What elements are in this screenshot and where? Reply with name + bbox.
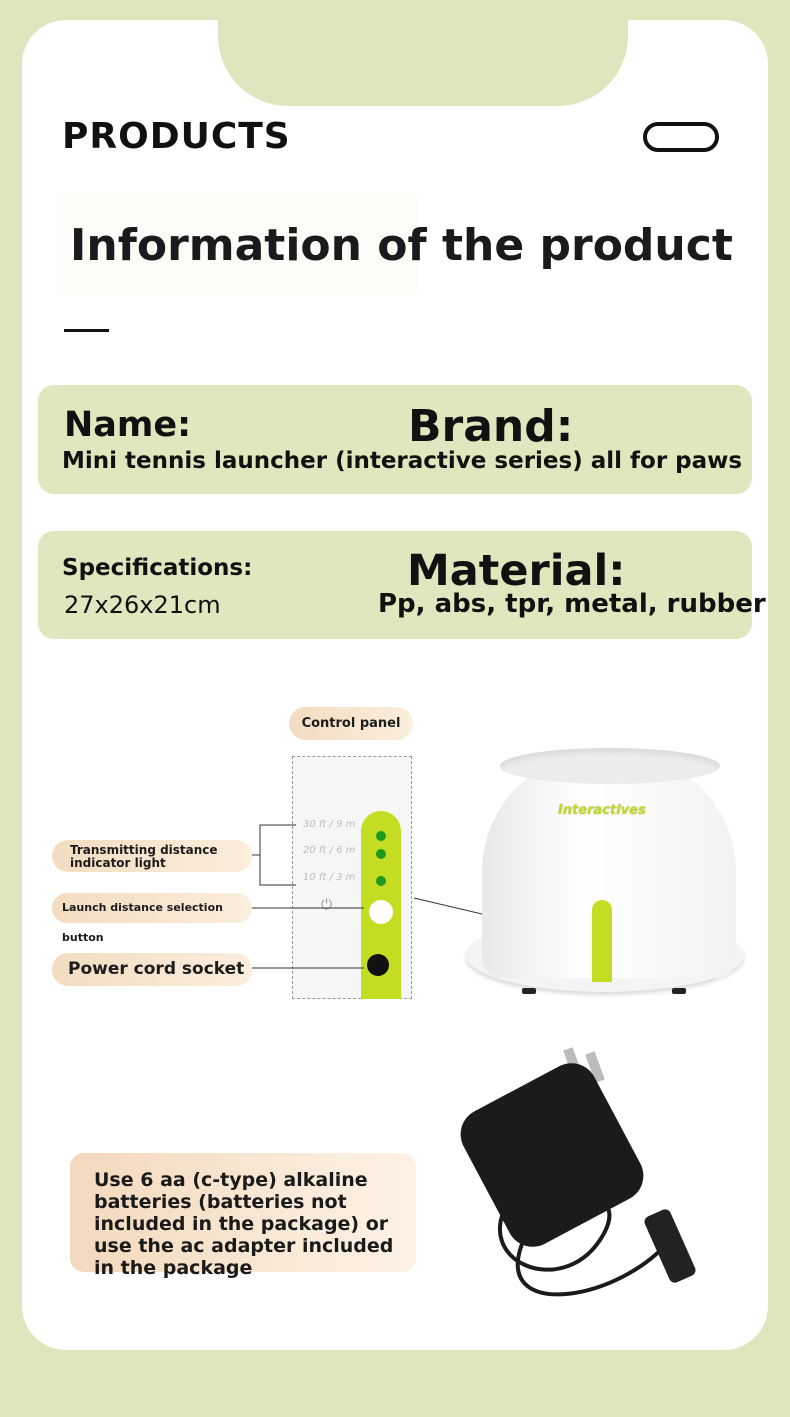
- control-panel-tag: Control panel: [289, 707, 413, 740]
- brand-label: Brand:: [408, 401, 574, 452]
- spec-label: Specifications:: [62, 555, 253, 581]
- battery-note: Use 6 aa (c-type) alkaline batteries (batteries not included in the package) or use the ac adapter included in the package: [70, 1153, 416, 1272]
- power-icon: ⏻: [321, 897, 333, 913]
- name-value: Mini tennis launcher (interactive series) all for paws: [62, 448, 743, 474]
- distance-label: 20 ft / 6 m: [303, 845, 356, 856]
- section-title: PRODUCTS: [62, 116, 291, 157]
- power-socket-tag: Power cord socket: [52, 953, 252, 986]
- distance-label: 10 ft / 3 m: [303, 872, 356, 883]
- transmitting-tag: Transmitting distance indicator light: [52, 840, 252, 872]
- page-title: Information of the product: [70, 220, 733, 271]
- spec-value: 27x26x21cm: [64, 591, 221, 619]
- distance-label: 30 ft / 9 m: [303, 819, 356, 830]
- launch-button-tag: Launch distance selection button: [52, 893, 252, 923]
- material-value: Pp, abs, tpr, metal, rubber: [378, 589, 766, 619]
- material-label: Material:: [407, 546, 626, 596]
- name-label: Name:: [64, 405, 192, 445]
- product-logo: Interactives: [558, 803, 646, 818]
